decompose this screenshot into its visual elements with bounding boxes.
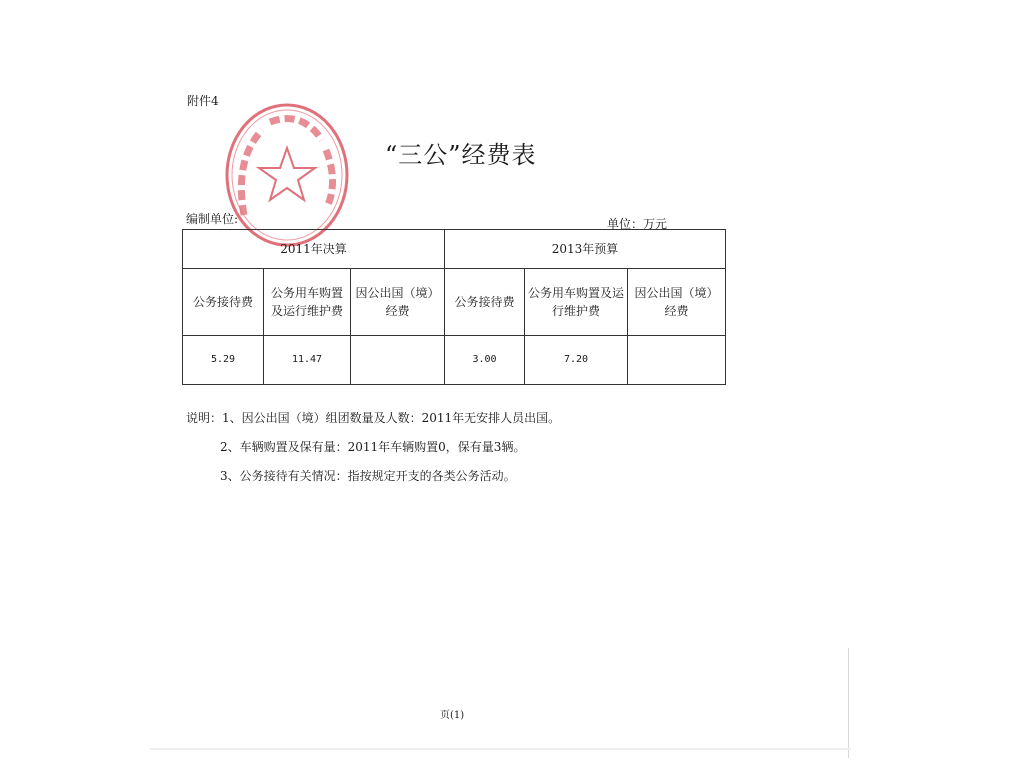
value-cell: 7.20 [525,336,628,385]
value-cell [628,336,726,385]
currency-unit-label: 单位：万元 [607,217,668,231]
notes-section [186,404,560,491]
note-line: 2、车辆购置及保有量：2011年车辆购置0，保有量3辆。 [220,440,526,454]
header-cell: 因公出国（境）经费 [351,269,445,336]
note-line: 说明：1、因公出国（境）组团数量及人数：2011年无安排人员出国。 [186,411,561,425]
value-cell: 5.29 [183,336,264,385]
value-cell [351,336,445,385]
value-cell: 3.00 [445,336,525,385]
value-cell: 11.47 [264,336,351,385]
header-cell: 公务用车购置及运行维护费 [525,269,628,336]
expense-table [182,229,726,385]
scan-artifact [150,748,850,750]
page-number: 页(1) [440,710,465,721]
star-icon [259,148,315,200]
table-row [183,336,726,385]
official-seal [222,100,352,250]
header-cell: 公务接待费 [445,269,525,336]
attachment-label: 附件4 [187,94,219,108]
header-2013-budget: 2013年预算 [445,230,726,269]
header-cell: 公务接待费 [183,269,264,336]
note-line: 3、公务接待有关情况：指按规定开支的各类公务活动。 [220,469,516,483]
table-subheader-row [183,269,726,336]
header-cell: 公务用车购置及运行维护费 [264,269,351,336]
document-title: “三公”经费表 [385,141,537,169]
scan-artifact [848,648,849,758]
header-2011-final: 2011年决算 [183,230,445,269]
table-header-row [183,230,726,269]
compiling-unit-label: 编制单位: [186,212,239,226]
header-cell: 因公出国（境）经费 [628,269,726,336]
